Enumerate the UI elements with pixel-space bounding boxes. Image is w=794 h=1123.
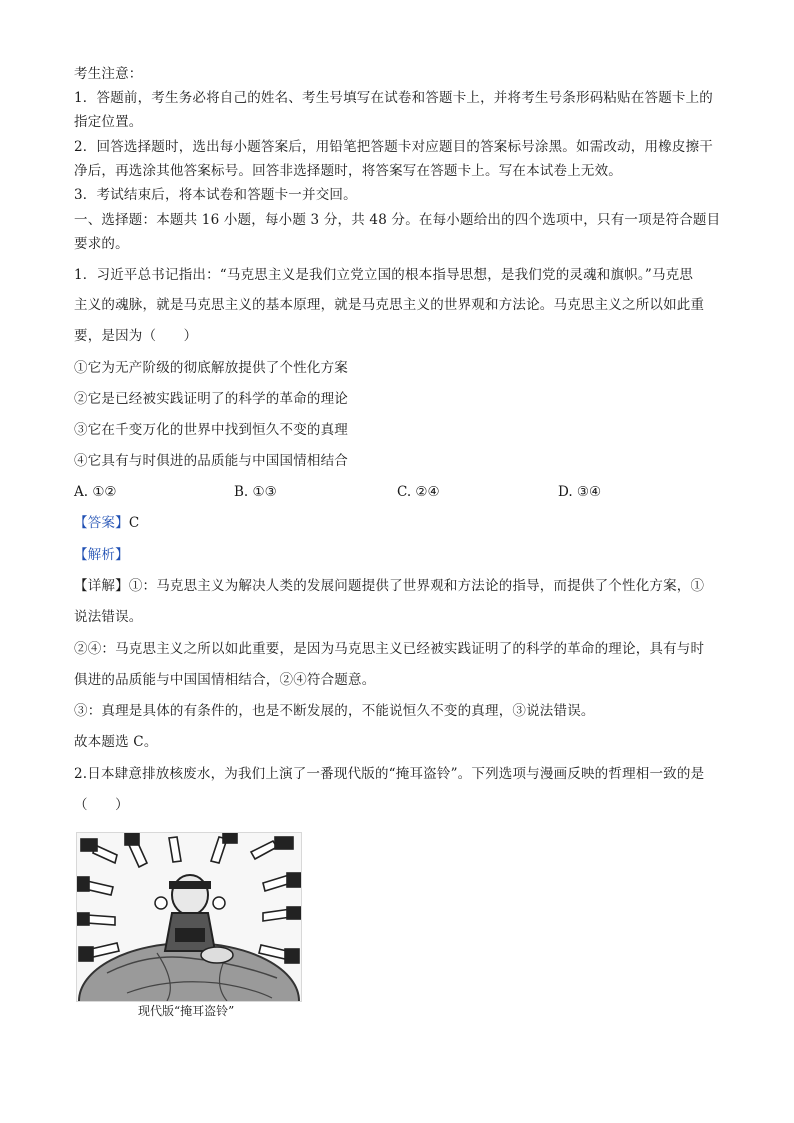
- notice-item: 净后，再选涂其他答案标号。回答非选择题时，将答案写在答题卡上。写在本试卷上无效。: [74, 163, 622, 179]
- q1-option-b: B. ①③: [234, 484, 277, 500]
- cartoon-illustration: [77, 833, 301, 1001]
- q1-answer: [74, 513, 724, 533]
- section-heading: 要求的。: [74, 236, 129, 252]
- q1-statement: ②它是已经被实践证明了的科学的革命的理论: [74, 391, 348, 407]
- detail-text: ①：马克思主义为解决人类的发展问题提供了世界观和方法论的指导，而提供了个性化方案，①: [128, 578, 705, 594]
- q1-detail: [74, 576, 724, 596]
- q1-stem: 1．习近平总书记指出：“马克思主义是我们立党立国的根本指导思想，是我们党的灵魂和旗帜。”马克思: [74, 267, 694, 283]
- notice-item: 3．考试结束后，将本试卷和答题卡一并交回。: [74, 187, 357, 203]
- section-heading: 一、选择题：本题共 16 小题，每小题 3 分，共 48 分。在每小题给出的四个选项中，只有一项是符合题目: [74, 212, 721, 228]
- q1-option-d: D. ③④: [558, 484, 602, 500]
- q1-detail: 俱进的品质能与中国国情相结合，②④符合题意。: [74, 672, 376, 688]
- q1-detail: ③：真理是具体的有条件的，也是不断发展的，不能说恒久不变的真理，③说法错误。: [74, 703, 595, 719]
- notice-item: 指定位置。: [74, 114, 143, 130]
- notice-item: 1．答题前，考生务必将自己的姓名、考生号填写在试卷和答题卡上，并将考生号条形码粘贴在答题卡上的: [74, 90, 713, 106]
- q1-statement: ④它具有与时俱进的品质能与中国国情相结合: [74, 453, 348, 469]
- q1-analysis: [74, 545, 724, 565]
- notice-item: 2．回答选择题时，选出每小题答案后，用铅笔把答题卡对应题目的答案标号涂黑。如需改动，用橡皮擦干: [74, 139, 713, 155]
- q2-stem: 2.日本肆意排放核废水，为我们上演了一番现代版的“掩耳盗铃”。下列选项与漫画反映的哲理相一致的是: [74, 766, 705, 782]
- notice-title: 考生注意：: [74, 66, 143, 82]
- q1-detail: 故本题选 C。: [74, 734, 158, 750]
- detail-tag: 【详解】: [74, 578, 129, 594]
- q1-statement: ①它为无产阶级的彻底解放提供了个性化方案: [74, 360, 348, 376]
- answer-tag: 【答案】: [74, 515, 129, 531]
- q1-option-a: A. ①②: [74, 484, 117, 500]
- q1-detail: 说法错误。: [74, 609, 143, 625]
- answer-value: C: [128, 515, 140, 531]
- q1-option-c: C. ②④: [397, 484, 440, 500]
- q1-stem: 主义的魂脉，就是马克思主义的基本原理，就是马克思主义的世界观和方法论。马克思主义之所以如此重: [74, 297, 705, 313]
- q1-detail: ②④：马克思主义之所以如此重要，是因为马克思主义已经被实践证明了的科学的革命的理论，具有与时: [74, 641, 705, 657]
- q1-statement: ③它在千变万化的世界中找到恒久不变的真理: [74, 422, 348, 438]
- cartoon-caption: 现代版“掩耳盗铃”: [138, 1004, 235, 1018]
- q2-stem: （ ）: [74, 797, 129, 813]
- analysis-tag: 【解析】: [74, 547, 129, 563]
- cartoon-image: [76, 832, 302, 1002]
- q1-stem: 要，是因为（ ）: [74, 328, 198, 344]
